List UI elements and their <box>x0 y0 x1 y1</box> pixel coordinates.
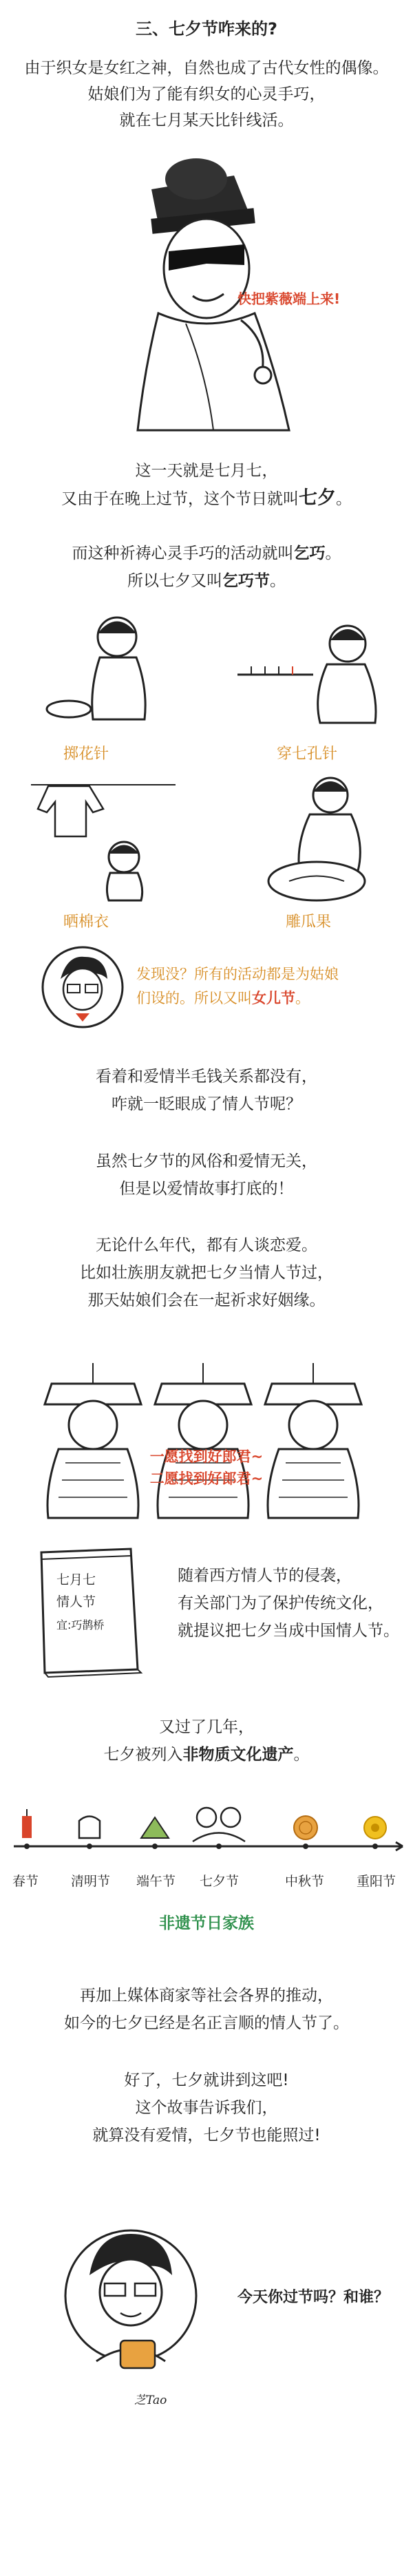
note-line-2: 们设的。所以又叫女儿节。 <box>136 990 310 1006</box>
block5-line-4: 这个故事告诉我们， <box>135 2099 278 2117</box>
block2-line-3: 而这种祈祷心灵手巧的活动就叫乞巧。 <box>72 545 341 562</box>
activity-label-1: 掷花针 <box>63 746 109 763</box>
intro-line-2: 姑娘们为了能有织女的心灵手巧， <box>87 85 326 103</box>
wish-line-1: 一愿找到好郎君~ <box>149 1448 264 1465</box>
sun-clothes-illustration <box>28 771 179 902</box>
festival-label-3: 端午节 <box>136 1874 176 1889</box>
activity-label-3: 晒棉衣 <box>63 914 109 931</box>
block4-line-2: 有关部门为了保护传统文化， <box>178 1594 383 1612</box>
section-title: 三、七夕节咋来的? <box>136 19 277 39</box>
wish-line-2: 二愿找到好郎君~ <box>149 1470 264 1487</box>
narrator-avatar <box>40 944 126 1031</box>
girl-left <box>45 1363 141 1518</box>
calendar-note: 宜:巧鹊桥 <box>56 1618 105 1632</box>
block4-line-4: 又过了几年， <box>159 1718 254 1736</box>
calendar-date: 七月七 <box>56 1572 96 1587</box>
couple-icon <box>193 1808 245 1841</box>
girl-right <box>265 1363 361 1518</box>
activity-label-4: 雕瓜果 <box>286 914 332 931</box>
timeline-caption: 非遗节日家族 <box>159 1914 254 1932</box>
calendar-illustration <box>28 1542 145 1680</box>
girl-middle <box>155 1363 251 1518</box>
block5-line-5: 就算没有爱情，七夕节也能照过! <box>92 2126 321 2144</box>
block4-line-1: 随着西方情人节的侵袭， <box>178 1567 352 1585</box>
block4-line-5: 七夕被列入非物质文化遗产。 <box>103 1746 310 1764</box>
chrysanthemum-icon <box>364 1817 386 1839</box>
festival-label-5: 中秋节 <box>285 1874 325 1889</box>
carve-melon-illustration <box>255 768 392 905</box>
festival-label-6: 重阳节 <box>357 1874 396 1889</box>
block4-line-3: 就提议把七夕当成中国情人节。 <box>178 1622 399 1640</box>
block3-line-2: 咋就一眨眼成了情人节呢？ <box>112 1095 301 1113</box>
narrator-final-illustration <box>55 2220 213 2385</box>
block5-line-1: 再加上媒体商家等社会各界的推动， <box>80 1987 333 2005</box>
block2-line-2: 又由于在晚上过节，这个节日就叫七夕。 <box>61 487 352 509</box>
emperor-speech: 快把紫薇端上来! <box>237 291 341 307</box>
block2-line-1: 这一天就是七月七， <box>135 462 278 480</box>
firecracker-icon <box>22 1809 32 1838</box>
block5-line-3: 好了，七夕就讲到这吧! <box>124 2071 289 2089</box>
note-line-1: 发现没？所有的活动都是为姑娘 <box>136 966 339 982</box>
block3-line-6: 比如壮族朋友就把七夕当情人节过， <box>80 1264 333 1282</box>
block2-line-4: 所以七夕又叫乞巧节。 <box>127 572 286 590</box>
block3-line-7: 那天姑娘们会在一起祈求好姻缘。 <box>87 1291 326 1309</box>
throw-needle-illustration <box>41 606 179 730</box>
block3-line-5: 无论什么年代，都有人谈恋爱。 <box>96 1236 317 1254</box>
block5-line-2: 如今的七夕已经是名正言顺的情人节了。 <box>64 2014 349 2032</box>
calendar-holiday: 情人节 <box>56 1594 96 1609</box>
festival-label-1: 春节 <box>12 1874 39 1889</box>
intro-line-3: 就在七月某天比针线活。 <box>119 112 294 129</box>
tomb-icon <box>79 1817 100 1839</box>
mooncake-icon <box>294 1816 317 1839</box>
block3-line-4: 但是以爱情故事打底的！ <box>119 1180 294 1198</box>
block3-line-3: 虽然七夕节的风俗和爱情无关， <box>96 1152 317 1170</box>
zongzi-icon <box>141 1817 169 1838</box>
festival-label-2: 清明节 <box>71 1874 111 1889</box>
final-question: 今天你过节吗？和谁？ <box>237 2289 390 2306</box>
festival-label-4: 七夕节 <box>200 1874 240 1889</box>
activity-label-2: 穿七孔针 <box>277 746 338 763</box>
praying-girls-illustration <box>31 1342 382 1521</box>
intro-line-1: 由于织女是女红之神，自然也成了古代女性的偶像。 <box>24 59 389 77</box>
thread-needle-illustration <box>231 606 382 730</box>
author-signature: 芝Tao <box>134 2394 167 2407</box>
festival-timeline <box>0 1790 413 1866</box>
block3-line-1: 看着和爱情半毛钱关系都没有， <box>96 1068 317 1086</box>
